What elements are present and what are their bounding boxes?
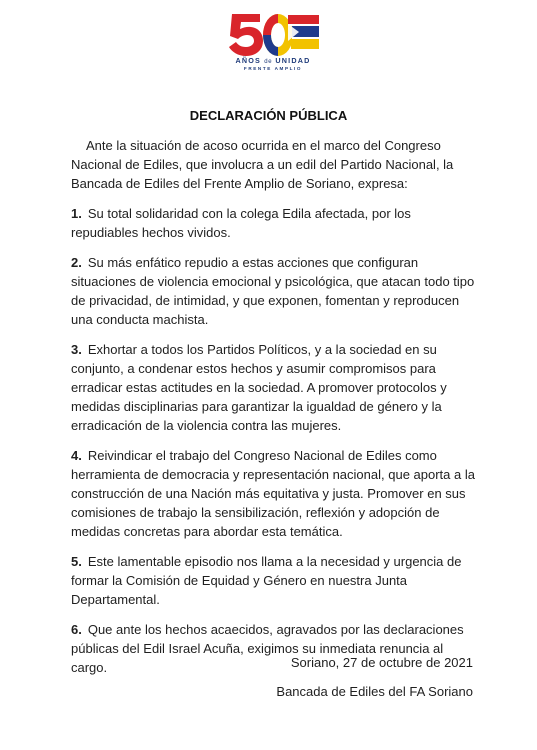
item-text: Su total solidaridad con la colega Edila afectada, por los repudiables hechos vividos. bbox=[71, 206, 411, 240]
document-body bbox=[71, 136, 475, 688]
logo-50-graphic bbox=[226, 12, 320, 58]
place-and-date: Soriano, 27 de octubre de 2021 bbox=[290, 655, 473, 670]
intro-paragraph: Ante la situación de acoso ocurrida en el marco del Congreso Nacional de Ediles, que involucra a un edil del Partido Nacional, la Bancada de Ediles del Frente Amplio de Soriano, expresa: bbox=[71, 138, 454, 191]
item-text: Reivindicar el trabajo del Congreso Nacional de Ediles como herramienta de democracia y representación nacional, que aporta a la construcción de una Nación más equitativa y justa. Promover en sus comisiones de trabajo la sensibilización, reflexión y adopción de medidas concretas para abordar esta temática. bbox=[71, 448, 475, 539]
list-item bbox=[71, 446, 475, 541]
list-item bbox=[71, 552, 475, 609]
item-number: 1. bbox=[71, 206, 82, 221]
logo-frente-amplio: FRENTE AMPLIO bbox=[243, 66, 303, 71]
list-item bbox=[71, 253, 475, 329]
item-number: 2. bbox=[71, 255, 82, 270]
document-title: DECLARACIÓN PÚBLICA bbox=[189, 108, 348, 123]
item-text: Exhortar a todos los Partidos Políticos, y a la sociedad en su conjunto, a condenar estos hechos y asumir compromisos para erradicar estas actitudes en la sociedad. A promover protocolos y medidas disciplinarias para garantizar la igualdad de género y la erradicación de la violencia contra las mujeres. bbox=[71, 342, 447, 433]
frente-amplio-50-logo bbox=[226, 12, 320, 78]
logo-anos-de-unidad bbox=[226, 56, 320, 65]
item-number: 4. bbox=[71, 448, 82, 463]
item-number: 6. bbox=[71, 622, 82, 637]
signature: Bancada de Ediles del FA Soriano bbox=[276, 684, 473, 699]
list-item bbox=[71, 204, 475, 242]
item-number: 3. bbox=[71, 342, 82, 357]
item-number: 5. bbox=[71, 554, 82, 569]
logo-anos: AÑOS bbox=[235, 56, 262, 65]
item-text: Su más enfático repudio a estas acciones que configuran situaciones de violencia emocional y psicológica, que atacan todo tipo de privacidad, de intimidad, y que exponen, fomentan y reproducen una conducta machista. bbox=[71, 255, 475, 327]
item-text: Este lamentable episodio nos llama a la necesidad y urgencia de formar la Comisión de Equidad y Género en nuestra Junta Departamental. bbox=[71, 554, 462, 607]
list-item bbox=[71, 340, 475, 435]
logo-de: de bbox=[264, 59, 273, 65]
logo-unidad: UNIDAD bbox=[275, 56, 311, 65]
item-text: Que ante los hechos acaecidos, agravados por las declaraciones públicas del Edil Israel Acuña, exigimos su inmediata renuncia al cargo. bbox=[71, 622, 464, 675]
